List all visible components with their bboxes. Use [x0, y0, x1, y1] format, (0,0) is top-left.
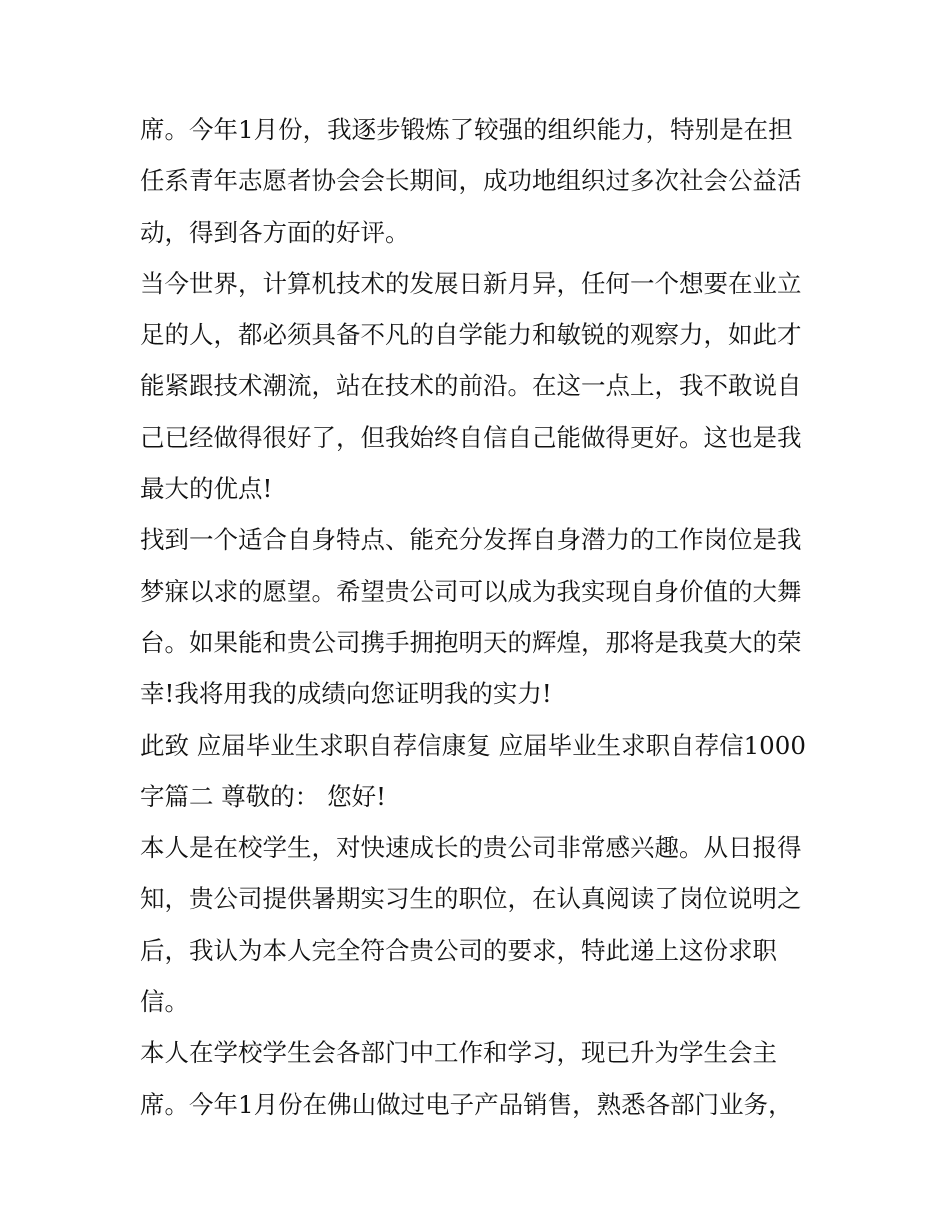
paragraph-organization [140, 104, 820, 258]
text-line: 幸!我将用我的成绩向您证明我的实力! [140, 679, 552, 709]
paragraph-aspiration [140, 514, 820, 719]
text-line: 此致 应届毕业生求职自荐信康复 应届毕业生求职自荐信1000 [140, 730, 806, 760]
paragraph-technology [140, 258, 820, 514]
paragraph-introduction [140, 822, 820, 1027]
text-line: 信。 [140, 987, 189, 1017]
paragraph-closing-heading [140, 720, 820, 823]
text-line: 本人在学校学生会各部门中工作和学习，现已升为学生会主 [140, 1038, 777, 1068]
text-line: 本人是在校学生，对快速成长的贵公司非常感兴趣。从日报得 [140, 833, 802, 863]
text-line: 后，我认为本人完全符合贵公司的要求，特此递上这份求职 [140, 935, 777, 965]
text-line: 找到一个适合自身特点、能充分发挥自身潜力的工作岗位是我 [140, 525, 802, 555]
text-line: 任系青年志愿者协会会长期间，成功地组织过多次社会公益活 [140, 166, 802, 196]
text-line: 知，贵公司提供暑期实习生的职位，在认真阅读了岗位说明之 [140, 884, 802, 914]
text-line: 足的人，都必须具备不凡的自学能力和敏锐的观察力，如此才 [140, 320, 802, 350]
text-line: 梦寐以求的愿望。希望贵公司可以成为我实现自身价值的大舞 [140, 576, 802, 606]
text-line: 字篇二 尊敬的： 您好! [140, 781, 386, 811]
text-line: 己已经做得很好了，但我始终自信自己能做得更好。这也是我 [140, 422, 802, 452]
text-line: 能紧跟技术潮流，站在技术的前沿。在这一点上，我不敢说自 [140, 371, 802, 401]
text-line: 席。今年1月份在佛山做过电子产品销售，熟悉各部门业务， [140, 1089, 793, 1119]
text-line: 最大的优点! [140, 474, 273, 504]
text-line: 动，得到各方面的好评。 [140, 217, 410, 247]
text-line: 当今世界，计算机技术的发展日新月异，任何一个想要在业立 [140, 268, 802, 298]
paragraph-experience [140, 1027, 820, 1130]
text-line: 席。今年1月份，我逐步锻炼了较强的组织能力，特别是在担 [140, 115, 793, 144]
text-line: 台。如果能和贵公司携手拥抱明天的辉煌，那将是我莫大的荣 [140, 627, 802, 657]
document-body [140, 104, 820, 1130]
